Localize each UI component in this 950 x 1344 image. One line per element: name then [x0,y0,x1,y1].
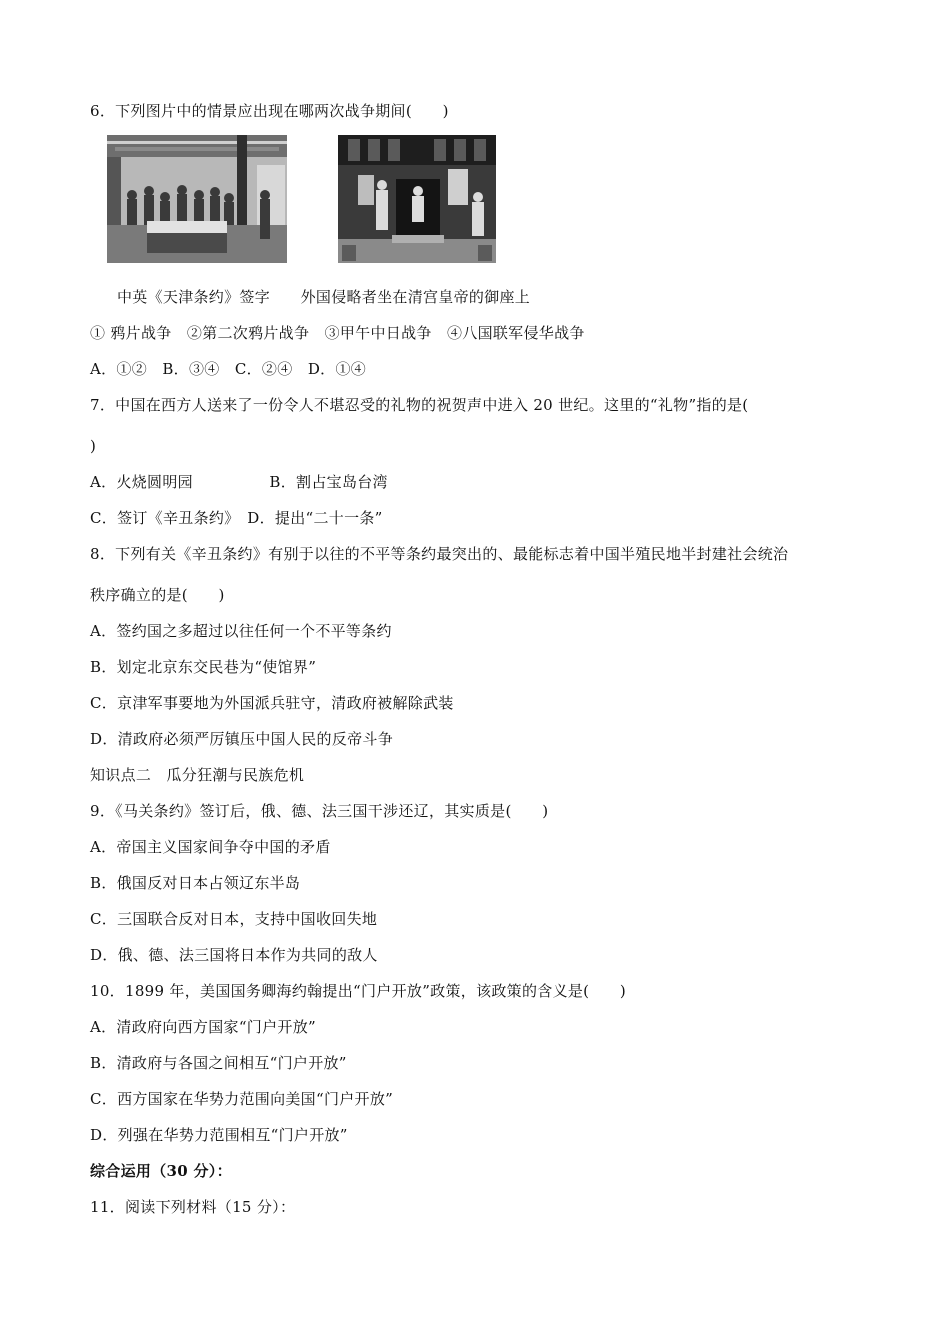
q9-option-a: A．帝国主义国家间争夺中国的矛盾 [90,838,331,856]
q9-option-d: D．俄、德、法三国将日本作为共同的敌人 [90,946,378,964]
q7-stem-line1: 7．中国在西方人送来了一份令人不堪忍受的礼物的祝贺声中进入 20 世纪。这里的“礼物”指的是( [90,396,749,414]
q7-options-row1: A．火烧圆明园 B．割占宝岛台湾 [90,473,388,491]
q10-option-a: A．清政府向西方国家“门户开放” [90,1018,316,1036]
q10-stem: 10．1899 年，美国国务卿海约翰提出“门户开放”政策，该政策的含义是( ) [90,982,627,1000]
q6-stem: 6．下列图片中的情景应出现在哪两次战争期间( ) [90,102,449,120]
q8-stem-line2: 秩序确立的是( ) [90,586,225,604]
treaty-signing-photo [107,135,287,263]
q9-option-c: C．三国联合反对日本，支持中国收回失地 [90,910,378,928]
section-heading-2: 知识点二 瓜分狂潮与民族危机 [90,766,305,784]
section-heading-3: 综合运用（30 分）： [90,1162,232,1180]
q6-items: ① 鸦片战争 ②第二次鸦片战争 ③甲午中日战争 ④八国联军侵华战争 [90,324,585,342]
q8-option-d: D．清政府必须严厉镇压中国人民的反帝斗争 [90,730,394,748]
q6-options: A．①② B．③④ C．②④ D．①④ [90,360,367,378]
q7-options-row2: C．签订《辛丑条约》 D．提出“二十一条” [90,509,383,527]
q8-stem-line1: 8．下列有关《辛丑条约》有别于以往的不平等条约最突出的、最能标志着中国半殖民地半封建社会统治 [90,545,789,563]
q10-option-b: B．清政府与各国之间相互“门户开放” [90,1054,347,1072]
q8-option-b: B．划定北京东交民巷为“使馆界” [90,658,317,676]
throne-illustration [338,135,496,263]
throne-photo [338,135,496,263]
q10-option-c: C．西方国家在华势力范围向美国“门户开放” [90,1090,394,1108]
q9-stem: 9．《马关条约》签订后，俄、德、法三国干涉还辽，其实质是( ) [90,802,549,820]
q7-stem-line2: ) [90,437,97,455]
q10-option-d: D．列强在华势力范围相互“门户开放” [90,1126,348,1144]
q8-option-c: C．京津军事要地为外国派兵驻守，清政府被解除武装 [90,694,454,712]
q11-stem: 11．阅读下列材料（15 分）： [90,1198,296,1216]
q8-option-a: A．签约国之多超过以往任何一个不平等条约 [90,622,392,640]
q6-captions: 中英《天津条约》签字 外国侵略者坐在清宫皇帝的御座上 [117,288,531,306]
treaty-signing-illustration [107,135,287,263]
q9-option-b: B．俄国反对日本占领辽东半岛 [90,874,301,892]
